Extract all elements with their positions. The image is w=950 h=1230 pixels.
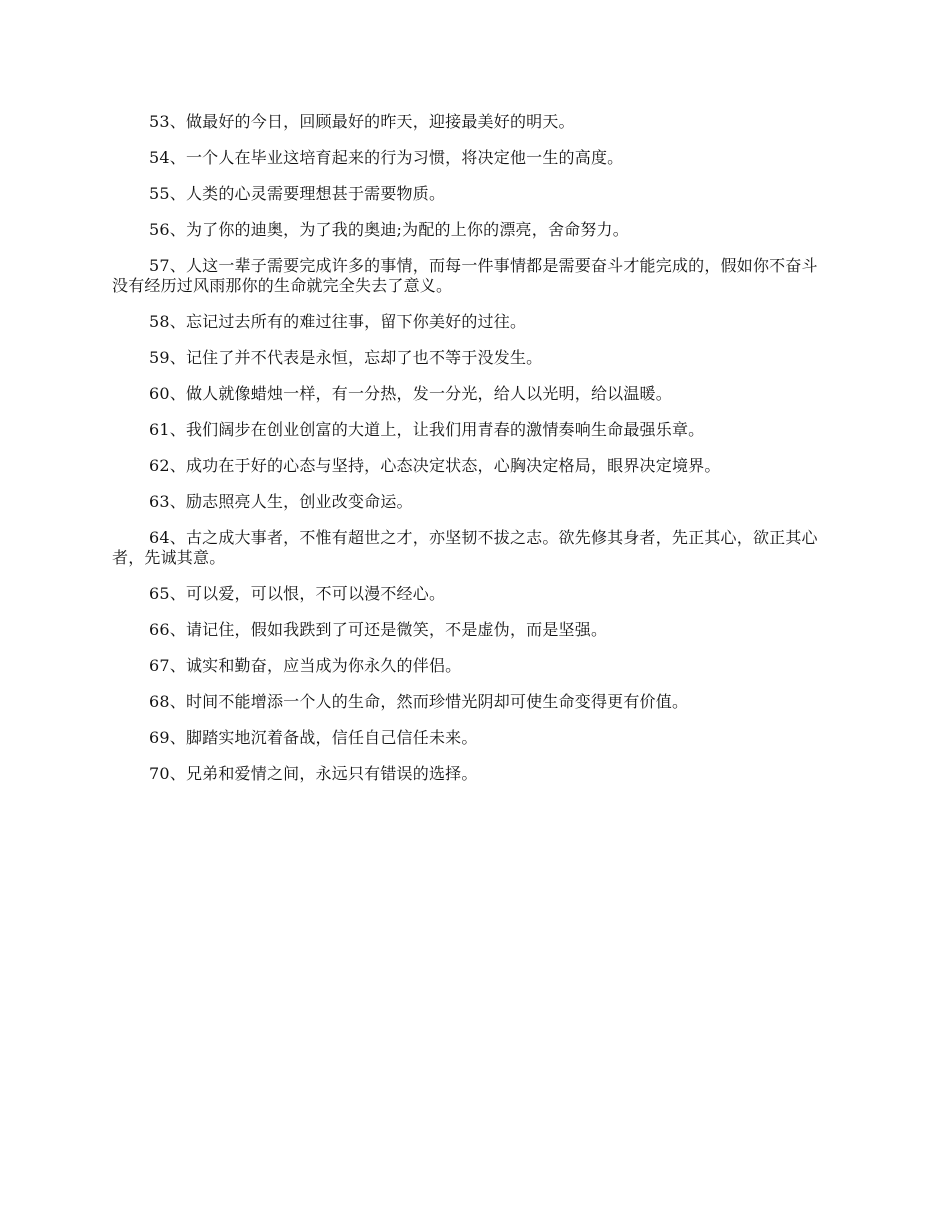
paragraph: 66、请记住，假如我跌到了可还是微笑，不是虚伪，而是坚强。 — [149, 620, 608, 639]
paragraph: 55、人类的心灵需要理想甚于需要物质。 — [149, 184, 446, 203]
paragraph: 58、忘记过去所有的难过往事，留下你美好的过往。 — [149, 312, 527, 331]
paragraph: 69、脚踏实地沉着备战，信任自己信任未来。 — [149, 728, 478, 747]
paragraph: 59、记住了并不代表是永恒，忘却了也不等于没发生。 — [149, 348, 543, 367]
paragraph: 67、诚实和勤奋，应当成为你永久的伴侣。 — [149, 656, 462, 675]
paragraph: 61、我们阔步在创业创富的大道上，让我们用青春的激情奏响生命最强乐章。 — [149, 420, 705, 439]
paragraph: 57、人这一辈子需要完成许多的事情，而每一件事情都是需要奋斗才能完成的，假如你不奋斗没有经历过风雨那你的生命就完全失去了意义。 — [112, 256, 818, 295]
paragraph: 56、为了你的迪奥，为了我的奥迪;为配的上你的漂亮，舍命努力。 — [149, 220, 629, 239]
paragraph: 64、古之成大事者，不惟有超世之才，亦坚韧不拔之志。欲先修其身者，先正其心，欲正其心者，先诚其意。 — [112, 528, 818, 567]
paragraph: 68、时间不能增添一个人的生命，然而珍惜光阴却可使生命变得更有价值。 — [149, 692, 689, 711]
paragraph: 70、兄弟和爱情之间，永远只有错误的选择。 — [149, 764, 478, 783]
paragraph: 53、做最好的今日，回顾最好的昨天，迎接最美好的明天。 — [149, 112, 575, 131]
paragraph: 54、一个人在毕业这培育起来的行为习惯，将决定他一生的高度。 — [149, 148, 624, 167]
paragraph: 60、做人就像蜡烛一样，有一分热，发一分光，给人以光明，给以温暖。 — [149, 384, 672, 403]
document-body — [112, 112, 832, 800]
paragraph: 63、励志照亮人生，创业改变命运。 — [149, 492, 413, 511]
paragraph: 62、成功在于好的心态与坚持，心态决定状态，心胸决定格局，眼界决定境界。 — [149, 456, 721, 475]
paragraph: 65、可以爱，可以恨，不可以漫不经心。 — [149, 584, 446, 603]
